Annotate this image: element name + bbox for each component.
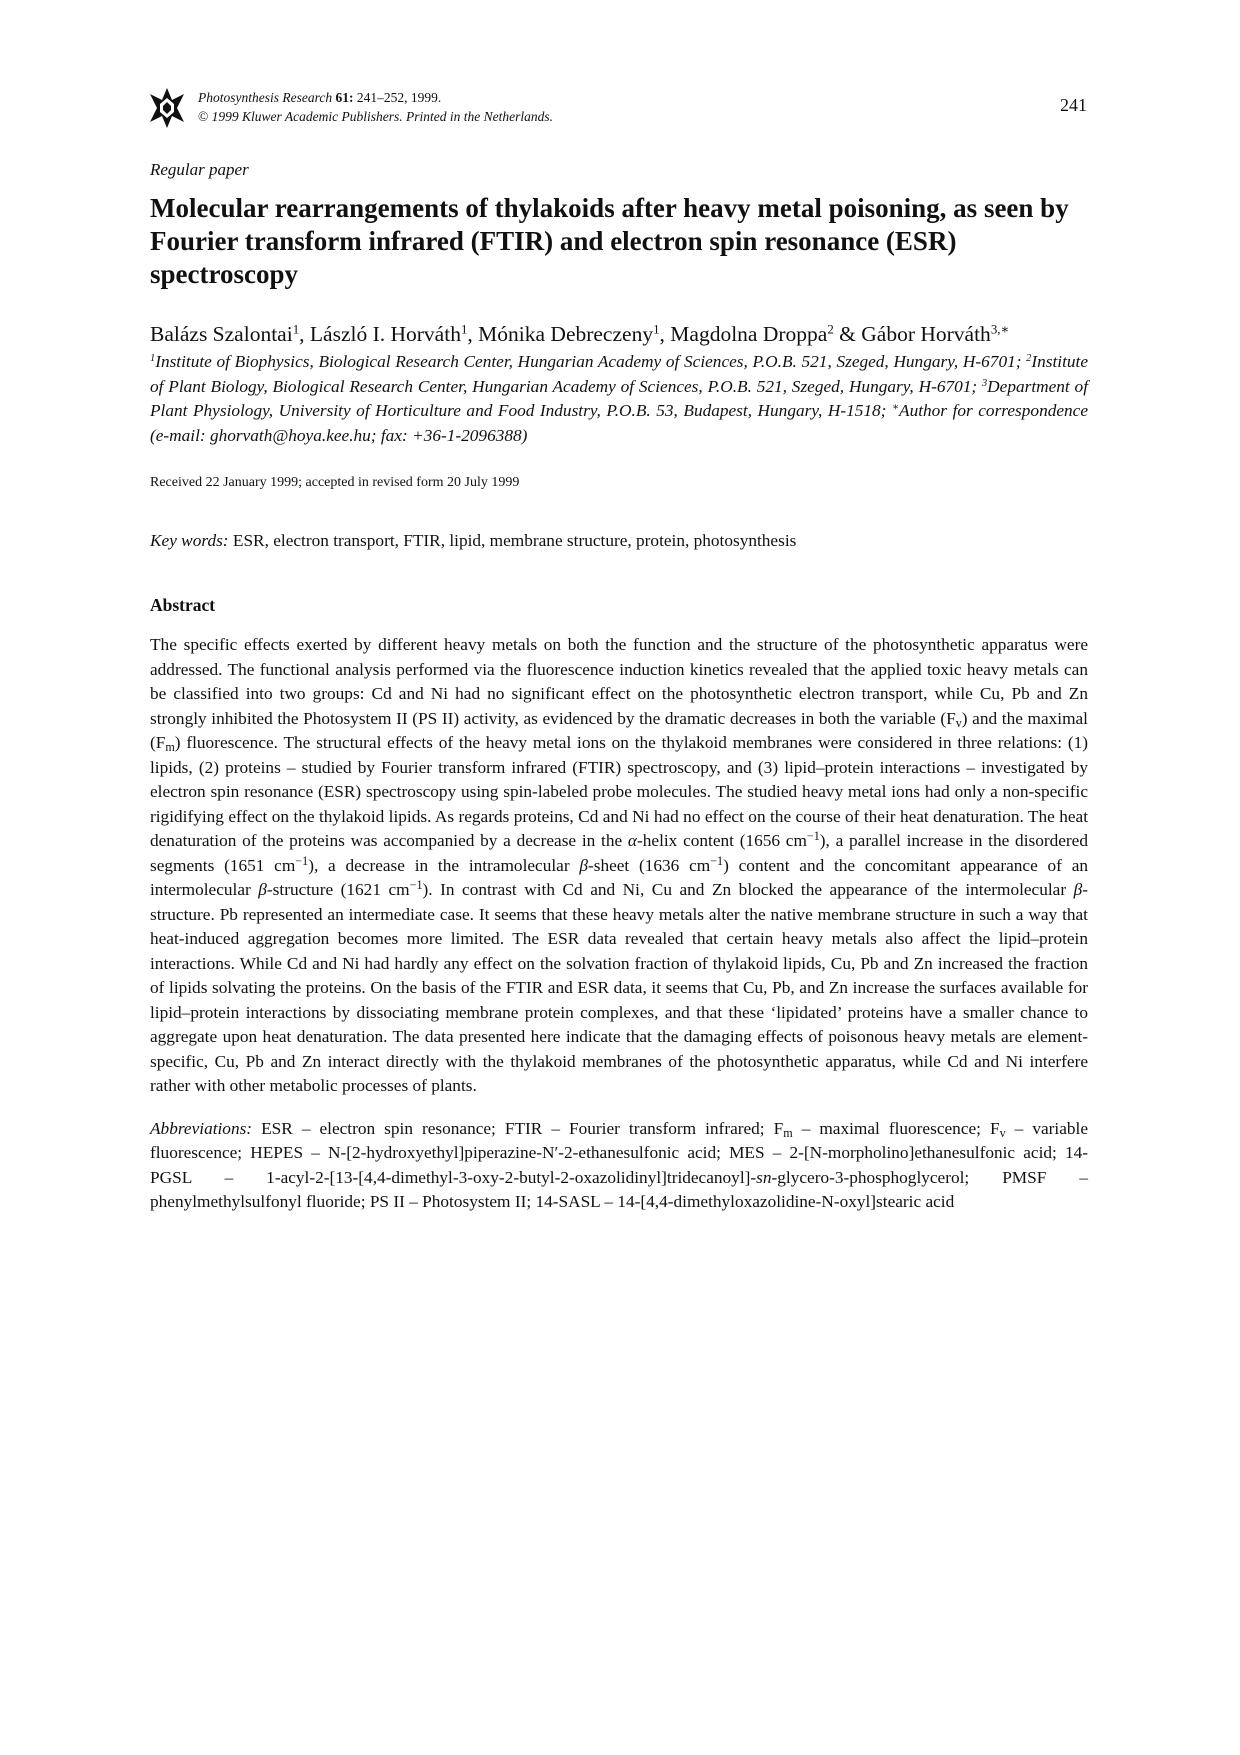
abbreviations-segment: – maximal fluorescence; F xyxy=(792,1118,1000,1138)
journal-name: Photosynthesis Research xyxy=(198,90,333,105)
journal-copyright-line xyxy=(198,107,553,126)
affiliation-2: Institute of Plant Biology, Biological Research Center, Hungarian Academy of Sciences, P.O.B. 521, Szeged, Hungary, H-6701; xyxy=(150,352,1088,396)
subscript: v xyxy=(955,715,962,730)
journal-volume: 61: xyxy=(335,90,354,105)
author-name: László I. Horváth xyxy=(309,322,461,346)
page-number: 241 xyxy=(1060,95,1087,115)
superscript: −1 xyxy=(710,853,724,868)
abstract-segment: ) content and the concomitant appearance of an intermolecular xyxy=(150,855,1089,899)
abstract-segment: The specific effects exerted by different heavy metals on both the function and the structure of the photosynthetic apparatus were addressed. The functional analysis performed via the fluorescence induction kinetics revealed that the applied toxic heavy metals can be classified into two groups: Cd and Ni had no significant effect on the photosynthetic electron transport, while Cu, Pb and Zn strongly inhibited the Photosystem II (PS II) activity, as evidenced by the dramatic decreases in both the variable (F xyxy=(150,635,1088,728)
corr-sup: ∗ xyxy=(891,401,900,413)
correspondence: Author for correspondence (e-mail: ghorvath@hoya.kee.hu; fax: +36-1-2096388) xyxy=(150,401,1088,445)
abstract-segment: ). In contrast with Cd and Ni, Cu and Zn blocked the appearance of the intermolecular xyxy=(422,880,1074,899)
abbreviations-segment: ESR – electron spin resonance; FTIR – Fourier transform infrared; F xyxy=(252,1118,784,1138)
author-separator: & xyxy=(833,322,862,346)
copyright-symbol: © xyxy=(198,109,209,124)
affiliations xyxy=(150,350,1088,448)
superscript: −1 xyxy=(409,877,423,892)
author-separator: , xyxy=(467,322,479,346)
greek-symbol: α xyxy=(627,831,637,850)
abstract-segment: -structure. Pb represented an intermediate case. It seems that these heavy metals alter the native membrane structure in such a way that heat-induced aggregation becomes more limited. The ESR data revealed that certain heavy metals also affect the lipid–protein interactions. While Cd and Ni had hardly any effect on the solvation fraction of thylakoid lipids, Cu, Pb and Zn increased the fraction of lipids solvating the proteins. On the basis of the FTIR and ESR data, it seems that Cu, Pb, and Zn increase the surfaces available for lipid–protein interactions by dissociating membrane protein complexes, and that these ‘lipidated’ proteins have a smaller chance to aggregate upon heat denaturation. The data presented here indicate that the damaging effects of poisonous heavy metals are element-specific, Cu, Pb and Zn interact directly with the thylakoid membranes of the photosynthetic apparatus, while Cd and Ni interfere rather with other metabolic processes of plants. xyxy=(150,880,1088,1095)
superscript: −1 xyxy=(295,853,309,868)
author-affil-sup: 2 xyxy=(827,322,834,337)
abbreviations-label: Abbreviations: xyxy=(150,1118,253,1138)
author-separator: , xyxy=(299,322,310,346)
greek-symbol: β xyxy=(579,855,588,875)
subscript: m xyxy=(783,1125,793,1140)
article-body xyxy=(150,160,1088,1215)
subscript: m xyxy=(165,740,175,755)
abstract-segment: -sheet (1636 cm xyxy=(587,855,711,875)
keywords xyxy=(150,531,1088,551)
journal-header xyxy=(198,88,553,126)
abstract-heading: Abstract xyxy=(150,595,216,615)
abstract-segment: ), a decrease in the intramolecular xyxy=(308,855,580,875)
abbreviations xyxy=(150,1117,1088,1215)
author-affil-sup: 1 xyxy=(292,322,300,337)
affiliation-1: Institute of Biophysics, Biological Research Center, Hungarian Academy of Sciences, P.O.B. 521, Szeged, Hungary, H-6701; xyxy=(155,352,1027,371)
author-name: Gábor Horváth xyxy=(861,322,991,346)
author-separator: , xyxy=(659,322,671,346)
author-affil-sup: 3,∗ xyxy=(990,322,1010,337)
copyright-text: 1999 Kluwer Academic Publishers. xyxy=(211,109,403,124)
superscript: −1 xyxy=(806,828,820,843)
author-name: Magdolna Droppa xyxy=(670,322,828,346)
received-date: Received 22 January 1999; accepted in revised form 20 July 1999 xyxy=(150,475,520,490)
author-name: Mónika Debreczeny xyxy=(478,322,654,346)
publisher-logo-icon xyxy=(150,86,184,130)
affil-sup: 1 xyxy=(150,352,156,364)
author-affil-sup: 1 xyxy=(460,322,468,337)
printed-text: Printed in the Netherlands. xyxy=(406,109,553,124)
paper-title: Molecular rearrangements of thylakoids after heavy metal poisoning, as seen by Fourier transform infrared (FTIR) and electron spin resonance (ESR) spectroscopy xyxy=(150,193,1069,289)
keywords-label: Key words: xyxy=(150,531,229,550)
affiliation-3: Department of Plant Physiology, University of Horticulture and Food Industry, P.O.B. 53, Budapest, Hungary, H-1518; xyxy=(150,376,1088,420)
author-name: Balázs Szalontai xyxy=(150,322,293,346)
affil-sup: 2 xyxy=(1026,352,1032,364)
author-list xyxy=(150,321,1088,348)
section-label: Regular paper xyxy=(150,160,249,179)
abstract-text xyxy=(150,633,1088,1099)
subscript: v xyxy=(999,1125,1006,1140)
abbreviations-segment: – variable fluorescence; HEPES – N-[2-hydroxyethyl]piperazine-N′-2-ethanesulfonic acid; MES – 2-[N-morpholino]ethanesulfonic acid; 14-PGSL – 1-acyl-2-[13-[4,4-dimethyl-3-oxy-2-butyl-2-oxazolidinyl]tridecanoyl]- xyxy=(150,1118,1088,1187)
abstract-segment: -helix content (1656 cm xyxy=(637,831,807,850)
affil-sup: 3 xyxy=(981,377,988,389)
abstract-segment: ), a parallel increase in the disordered segments (1651 cm xyxy=(150,831,1088,875)
italic-prefix: sn xyxy=(756,1167,772,1187)
keywords-list: ESR, electron transport, FTIR, lipid, membrane structure, protein, photosynthesis xyxy=(232,531,797,550)
author-affil-sup: 1 xyxy=(653,322,660,337)
abstract-segment: ) fluorescence. The structural effects of the heavy metal ions on the thylakoid membranes were considered in three relations: (1) lipids, (2) proteins – studied by Fourier transform infrared (FTIR) spectroscopy, and (3) lipid–protein interactions – investigated by electron spin resonance (ESR) spectroscopy using spin-labeled probe molecules. The studied heavy metal ions had only a non-specific rigidifying effect on the thylakoid lipids. As regards proteins, Cd and Ni had no effect on the course of their heat denaturation. The heat denaturation of the proteins was accompanied by a decrease in the xyxy=(150,733,1088,850)
abbreviations-segment: -glycero-3-phosphoglycerol; PMSF – phenylmethylsulfonyl fluoride; PS II – Photosystem II; 14-SASL – 14-[4,4-dimethyloxazolidine-N-oxyl]stearic acid xyxy=(150,1167,1088,1211)
journal-pages-year: 241–252, 1999. xyxy=(356,90,442,105)
abstract-segment: -structure (1621 cm xyxy=(266,880,410,899)
greek-symbol: β xyxy=(1073,880,1083,899)
journal-citation-line xyxy=(198,88,553,107)
abstract-segment: ) and the maximal (F xyxy=(150,708,1088,752)
greek-symbol: β xyxy=(258,880,267,899)
